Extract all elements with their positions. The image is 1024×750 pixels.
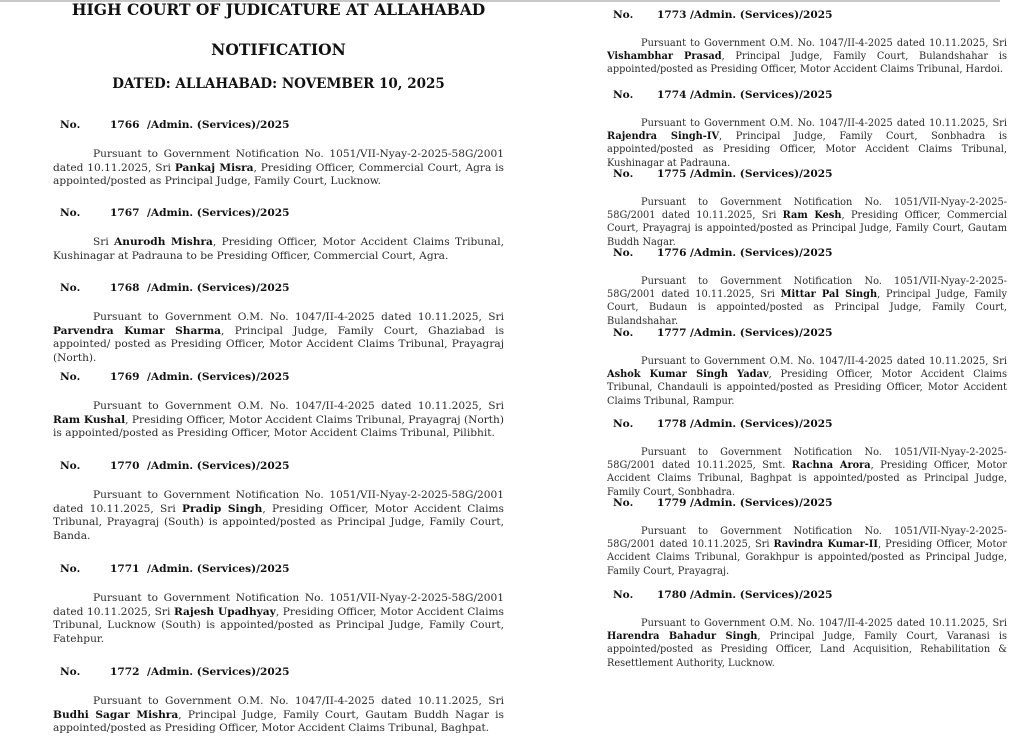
entry-reference: /Admin. (Services)/2025 — [147, 563, 290, 575]
entry-header — [53, 371, 504, 387]
entry-reference: /Admin. (Services)/2025 — [147, 666, 290, 678]
entry-number: 1772 — [110, 666, 140, 678]
entry-number: 1766 — [110, 119, 140, 131]
entry-body — [607, 37, 1007, 77]
entry-reference: /Admin. (Services)/2025 — [690, 589, 833, 601]
entry-header — [53, 119, 504, 135]
entry-text-pre: Pursuant to Government Notification No. 1051/VII-Nyay-2-2025-58G/2001 dated 10.11.2025, Smt. — [607, 447, 1007, 472]
notification-entry — [53, 666, 504, 736]
entry-text-post: , Principal Judge, Family Court, Sonbhadra is appointed/posted as Presiding Officer, Motor Accident Claims Tribunal, Kushinagar at Padrauna. — [607, 131, 1008, 169]
entry-text-post: , Presiding Officer, Motor Accident Claims Tribunal, Gorakhpur is appointed/posted as Principal Judge, Family Court, Prayagraj. — [607, 539, 1007, 577]
entry-number: 1769 — [110, 371, 140, 383]
entry-text-post: , Principal Judge, Family Court, Ghaziabad is appointed/ posted as Presiding Officer, Motor Accident Claims Tribunal, Prayagraj (North). — [53, 324, 504, 364]
entry-text-pre: Pursuant to Government O.M. No. 1047/II-4-2025 dated 10.11.2025, Sri — [641, 38, 1007, 49]
entry-reference: /Admin. (Services)/2025 — [147, 460, 290, 472]
entry-no-label: No. — [613, 168, 634, 180]
entry-number: 1773 — [657, 9, 687, 21]
entry-no-label: No. — [613, 89, 634, 101]
entry-number: 1775 — [657, 168, 687, 180]
officer-name: Rajesh Upadhyay — [173, 605, 276, 618]
notification-entry — [607, 168, 1007, 249]
entry-header — [607, 247, 1007, 263]
entry-text-pre: Pursuant to Government O.M. No. 1047/II-4-2025 dated 10.11.2025, Sri — [641, 356, 1007, 367]
entry-no-label: No. — [60, 563, 81, 575]
officer-name: Vishambhar Prasad — [607, 51, 722, 63]
entry-header — [607, 589, 1007, 605]
officer-name: Pankaj Misra — [174, 161, 254, 174]
entry-text-pre: Pursuant to Government O.M. No. 1047/II-4-2025 dated 10.11.2025, Sri — [93, 695, 504, 707]
notification-entry — [607, 418, 1007, 499]
entry-number: 1767 — [110, 207, 140, 219]
entry-text-pre: Pursuant to Government O.M. No. 1047/II-4-2025 dated 10.11.2025, Sri — [641, 618, 1007, 629]
entry-header — [53, 666, 504, 682]
officer-name: Ram Kushal — [53, 413, 126, 426]
notification-entry — [53, 282, 504, 365]
entry-body — [53, 236, 504, 263]
entry-text-post: , Principal Judge, Family Court, Bulandshahar is appointed/posted as Presiding Officer, Motor Accident Claims Tribunal, Hardoi. — [607, 51, 1007, 76]
court-name: HIGH COURT OF JUDICATURE AT ALLAHABAD — [71, 0, 486, 19]
entry-body — [607, 117, 1007, 170]
entry-body — [53, 695, 504, 736]
entry-reference: /Admin. (Services)/2025 — [690, 497, 833, 509]
entry-text-post: , Principal Judge, Family Court, Budaun is appointed/posted as Principal Judge, Family Court, Bulandshahar. — [607, 289, 1008, 327]
entry-text-post: , Principal Judge, Family Court, Gautam Buddh Nagar is appointed/posted as Presiding Officer, Motor Accident Claims Tribunal, Baghpat. — [53, 708, 504, 735]
entry-no-label: No. — [60, 666, 81, 678]
entry-text-post: , Presiding Officer, Motor Accident Claims Tribunal, Prayagraj (South) is appointed/posted as Principal Judge, Family Court, Banda. — [53, 502, 504, 542]
entry-no-label: No. — [613, 589, 634, 601]
entry-text-post: , Presiding Officer, Motor Accident Claims Tribunal, Prayagraj (North) is appointed/posted as Presiding Officer, Motor Accident Claims Tribunal, Pilibhit. — [53, 413, 505, 440]
entry-reference: /Admin. (Services)/2025 — [147, 282, 290, 294]
entry-text-pre: Pursuant to Government Notification No. 1051/VII-Nyay-2-2025-58G/2001 dated 10.11.2025, Sri — [607, 526, 1007, 551]
entry-body — [53, 148, 504, 189]
entry-no-label: No. — [613, 497, 634, 509]
officer-name: Pradip Singh — [182, 502, 263, 515]
entry-header — [607, 327, 1007, 343]
officer-name: Ram Kesh — [782, 210, 842, 222]
entry-body — [607, 617, 1007, 670]
entry-no-label: No. — [60, 371, 81, 383]
entry-text-pre: Pursuant to Government O.M. No. 1047/II-4-2025 dated 10.11.2025, Sri — [93, 311, 504, 323]
entry-header — [607, 89, 1007, 105]
notification-entry — [53, 207, 504, 263]
entry-text-post: , Presiding Officer, Motor Accident Claims Tribunal, Kushinagar at Padrauna to be Presiding Officer, Commercial Court, Agra. — [53, 236, 504, 262]
officer-name: Budhi Sagar Mishra — [53, 708, 179, 721]
entry-number: 1771 — [110, 563, 140, 575]
entry-text-post: , Presiding Officer, Commercial Court, Prayagraj is appointed/posted as Principal Judge, Family Court, Gautam Buddh Nagar. — [607, 210, 1007, 248]
entry-reference: /Admin. (Services)/2025 — [690, 89, 833, 101]
entry-reference: /Admin. (Services)/2025 — [690, 247, 833, 259]
officer-name: Ravindra Kumar-II — [773, 539, 878, 551]
entry-body — [53, 592, 504, 646]
entry-number: 1776 — [657, 247, 687, 259]
entry-no-label: No. — [613, 9, 634, 21]
entry-reference: /Admin. (Services)/2025 — [147, 207, 290, 219]
entry-number: 1770 — [110, 460, 140, 472]
entry-reference: /Admin. (Services)/2025 — [147, 119, 290, 131]
officer-name: Rachna Arora — [791, 460, 871, 472]
entry-text-pre: Pursuant to Government O.M. No. 1047/II-4-2025 dated 10.11.2025, Sri — [641, 118, 1007, 129]
notification-entry — [53, 563, 504, 646]
entry-text-pre: Pursuant to Government Notification No. 1051/VII-Nyay-2-2025-58G/2001 dated 10.11.2025, Sri — [607, 197, 1007, 222]
entry-reference: /Admin. (Services)/2025 — [690, 418, 833, 430]
officer-name: Rajendra Singh-IV — [607, 131, 720, 143]
entry-number: 1779 — [657, 497, 687, 509]
notification-entry — [607, 9, 1007, 77]
entry-reference: /Admin. (Services)/2025 — [690, 9, 833, 21]
entry-no-label: No. — [613, 418, 634, 430]
entry-header — [53, 282, 504, 298]
entry-text-pre: Pursuant to Government Notification No. 1051/VII-Nyay-2-2025-58G/2001 dated 10.11.2025, Sri — [53, 489, 504, 515]
entry-body — [607, 525, 1007, 578]
entry-reference: /Admin. (Services)/2025 — [690, 168, 833, 180]
entry-reference: /Admin. (Services)/2025 — [147, 371, 290, 383]
notification-entry — [607, 497, 1007, 578]
entry-header — [607, 497, 1007, 513]
entry-body — [607, 446, 1007, 499]
entry-body — [53, 400, 504, 441]
entry-body — [53, 489, 504, 543]
entry-number: 1774 — [657, 89, 687, 101]
officer-name: Mittar Pal Singh — [780, 289, 878, 301]
notification-entry — [607, 247, 1007, 328]
entry-body — [607, 275, 1007, 328]
entry-text-pre: Sri — [93, 236, 115, 248]
entry-text-post: , Presiding Officer, Motor Accident Claims Tribunal, Lucknow (South) is appointed/posted as Principal Judge, Family Court, Fatehpur. — [53, 605, 504, 645]
document-title: NOTIFICATION — [211, 40, 346, 59]
officer-name: Harendra Bahadur Singh — [607, 631, 758, 643]
entry-header — [53, 460, 504, 476]
entry-number: 1768 — [110, 282, 140, 294]
notification-entry — [53, 371, 504, 441]
notification-entry — [53, 119, 504, 189]
document-date: DATED: ALLAHABAD: NOVEMBER 10, 2025 — [112, 76, 445, 92]
entry-text-post: , Presiding Officer, Motor Accident Claims Tribunal, Baghpat is appointed/posted as Principal Judge, Family Court, Sonbhadra. — [607, 460, 1007, 498]
entry-no-label: No. — [60, 282, 81, 294]
notification-entry — [53, 460, 504, 543]
entry-reference: /Admin. (Services)/2025 — [690, 327, 833, 339]
entry-no-label: No. — [60, 460, 81, 472]
notification-entry — [607, 589, 1007, 670]
entry-text-pre: Pursuant to Government O.M. No. 1047/II-4-2025 dated 10.11.2025, Sri — [93, 400, 504, 412]
entry-number: 1777 — [657, 327, 687, 339]
entry-number: 1778 — [657, 418, 687, 430]
entry-no-label: No. — [613, 327, 634, 339]
entry-text-pre: Pursuant to Government Notification No. 1051/VII-Nyay-2-2025-58G/2001 dated 10.11.2025, Sri — [607, 276, 1007, 301]
entry-text-post: , Presiding Officer, Motor Accident Claims Tribunal, Chandauli is appointed/posted as Presiding Officer, Motor Accident Claims Tribunal, Rampur. — [607, 369, 1007, 407]
entry-body — [607, 196, 1007, 249]
officer-name: Anurodh Mishra — [114, 236, 213, 248]
notification-entry — [607, 327, 1007, 408]
entry-header — [607, 418, 1007, 434]
entry-no-label: No. — [60, 207, 81, 219]
entry-body — [607, 355, 1007, 408]
entry-text-post: , Principal Judge, Family Court, Varanasi is appointed/posted as Presiding Officer, Land Acquisition, Rehabilitation & Resettlement Authority, Lucknow. — [607, 631, 1007, 669]
officer-name: Parvendra Kumar Sharma — [53, 324, 222, 337]
entry-number: 1780 — [657, 589, 687, 601]
officer-name: Ashok Kumar Singh Yadav — [607, 369, 769, 381]
entry-text-post: , Presiding Officer, Commercial Court, Agra is appointed/posted as Principal Judge, Family Court, Lucknow. — [53, 161, 504, 188]
entry-no-label: No. — [60, 119, 81, 131]
entry-text-pre: Pursuant to Government Notification No. 1051/VII-Nyay-2-2025-58G/2001 dated 10.11.2025, Sri — [53, 592, 504, 618]
notification-entry — [607, 89, 1007, 170]
entry-no-label: No. — [613, 247, 634, 259]
entry-header — [607, 168, 1007, 184]
entry-header — [53, 563, 504, 579]
entry-body — [53, 311, 504, 365]
entry-header — [607, 9, 1007, 25]
entry-text-pre: Pursuant to Government Notification No. 1051/VII-Nyay-2-2025-58G/2001 dated 10.11.2025, Sri — [53, 148, 504, 174]
entry-header — [53, 207, 504, 223]
